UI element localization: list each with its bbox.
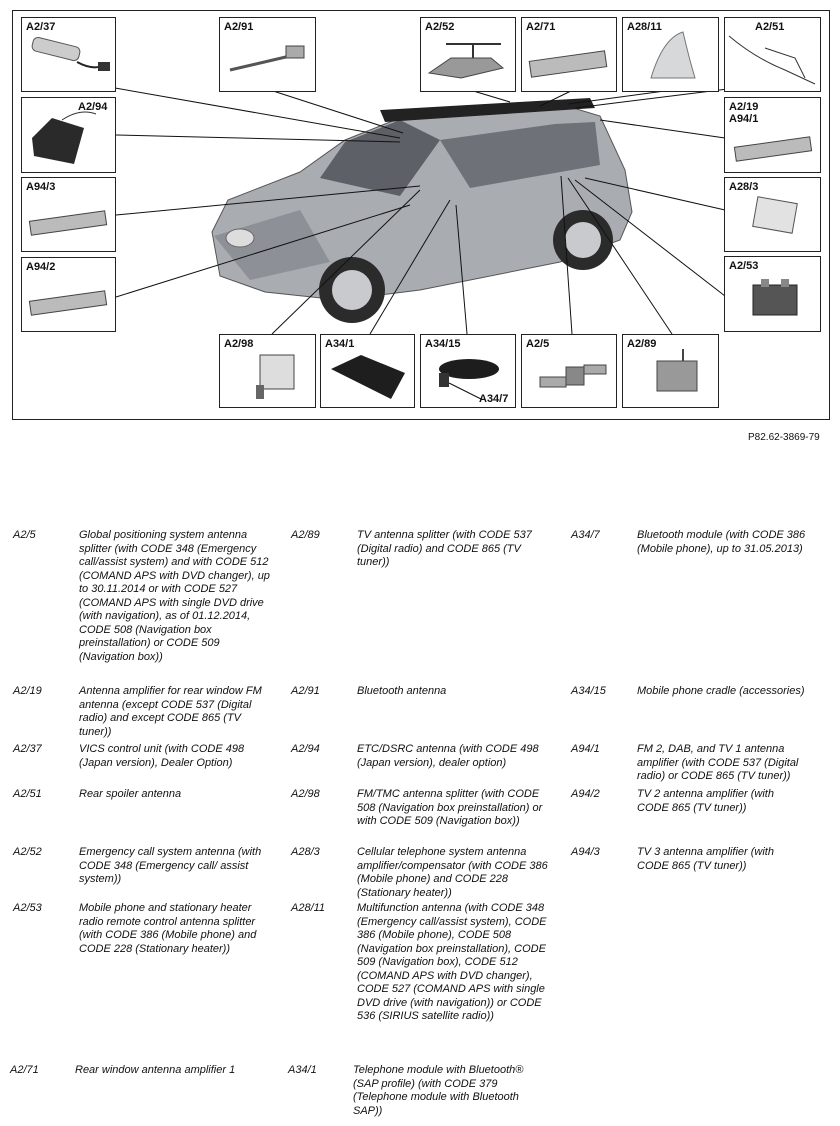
label-a34-1: A34/1 (325, 338, 355, 350)
label-a28-11: A28/11 (627, 21, 662, 33)
label-a2-71: A2/71 (526, 21, 556, 33)
legend-code: A34/7 (571, 529, 600, 541)
legend-code: A2/98 (291, 788, 320, 800)
legend-code: A2/52 (13, 846, 42, 858)
legend-text: Rear window antenna amplifier 1 (75, 1064, 236, 1076)
legend-text: FM/TMC antenna splitter (with CODE 508 (Navigation box preinstallation) or with CODE 509 (Navigation box)) (357, 788, 543, 827)
legend-text: FM 2, DAB, and TV 1 antenna amplifier (with CODE 537 (Digital radio) or CODE 865 (TV tuner)) (637, 743, 799, 782)
legend-code: A2/51 (13, 788, 42, 800)
legend-text: Multifunction antenna (with CODE 348 (Emergency call/assist system), CODE 386 (Mobile phone), CODE 508 (Navigation box preinstallation), CODE 509 (Navigation box), CODE 512 (COMAND APS with DVD changer), CODE 527 (COMAND APS with single DVD drive (with navigation)) or CODE 536 (SIRIUS satellite radio)) (357, 902, 547, 1022)
legend-text: Telephone module with Bluetooth® (SAP profile) (with CODE 379 (Telephone module with Bluetooth SAP)) (353, 1064, 524, 1117)
label-a2-5: A2/5 (526, 338, 550, 350)
legend-code: A28/11 (291, 902, 326, 914)
legend-text: TV antenna splitter (with CODE 537 (Digital radio) and CODE 865 (TV tuner)) (357, 529, 532, 568)
legend-text: VICS control unit (with CODE 498 (Japan version), Dealer Option) (79, 743, 245, 769)
legend-code: A2/71 (10, 1064, 39, 1076)
label-a2-98: A2/98 (224, 338, 254, 350)
label-a34-7: A34/7 (479, 393, 509, 405)
legend-code: A28/3 (291, 846, 320, 858)
legend-code: A2/5 (13, 529, 36, 541)
legend-code: A34/15 (571, 685, 606, 697)
label-a94-2: A94/2 (26, 261, 56, 273)
legend-code: A2/53 (13, 902, 42, 914)
legend-code: A2/19 (13, 685, 42, 697)
label-a2-51: A2/51 (755, 21, 785, 33)
label-a34-15: A34/15 (425, 338, 461, 350)
legend-text: Antenna amplifier for rear window FM antenna (except CODE 537 (Digital radio) and except CODE 865 (TV tuner)) (79, 685, 262, 738)
legend-code: A2/89 (291, 529, 320, 541)
label-a2-89: A2/89 (627, 338, 657, 350)
legend-text: Cellular telephone system antenna amplifier/compensator (with CODE 386 (Mobile phone) and CODE 228 (Stationary heater)) (357, 846, 548, 899)
legend-code: A94/3 (571, 846, 600, 858)
label-a94-3: A94/3 (26, 181, 56, 193)
label-a2-94: A2/94 (78, 101, 108, 113)
legend-code: A2/94 (291, 743, 320, 755)
label-a28-3: A28/3 (729, 181, 759, 193)
legend-text: TV 2 antenna amplifier (with CODE 865 (TV tuner)) (637, 788, 774, 814)
legend-text: Global positioning system antenna splitter (with CODE 348 (Emergency call/assist system) and with CODE 512 (COMAND APS with DVD changer), up to 30.11.2014 or with CODE 527 (COMAND APS with single DVD drive (with navigation), as of 01.12.2014, CODE 508 (Navigation box preinstallation) or CODE 509 (Navigation box)) (79, 529, 270, 663)
label-a2-91: A2/91 (224, 21, 254, 33)
legend-code: A94/1 (571, 743, 600, 755)
legend-text: Mobile phone cradle (accessories) (637, 685, 805, 697)
legend-text: ETC/DSRC antenna (with CODE 498 (Japan version), dealer option) (357, 743, 539, 769)
legend-text: TV 3 antenna amplifier (with CODE 865 (TV tuner)) (637, 846, 774, 872)
label-a2-52: A2/52 (425, 21, 455, 33)
reference-code: P82.62-3869-79 (748, 432, 820, 443)
label-a2-53: A2/53 (729, 260, 759, 272)
legend-text: Mobile phone and stationary heater radio remote control antenna splitter (with CODE 386 (Mobile phone) and CODE 228 (Stationary heater)) (79, 902, 257, 955)
legend-code: A94/2 (571, 788, 600, 800)
legend-code: A2/37 (13, 743, 42, 755)
legend-text: Bluetooth antenna (357, 685, 447, 697)
label-a2-19: A2/19 (729, 101, 759, 113)
legend-text: Rear spoiler antenna (79, 788, 182, 800)
label-a2-37: A2/37 (26, 21, 56, 33)
legend-code: A34/1 (288, 1064, 317, 1076)
legend-text: Bluetooth module (with CODE 386 (Mobile phone), up to 31.05.2013) (637, 529, 806, 555)
label-a94-1: A94/1 (729, 113, 759, 125)
legend-text: Emergency call system antenna (with CODE 348 (Emergency call/ assist system)) (79, 846, 262, 885)
legend-code: A2/91 (291, 685, 320, 697)
